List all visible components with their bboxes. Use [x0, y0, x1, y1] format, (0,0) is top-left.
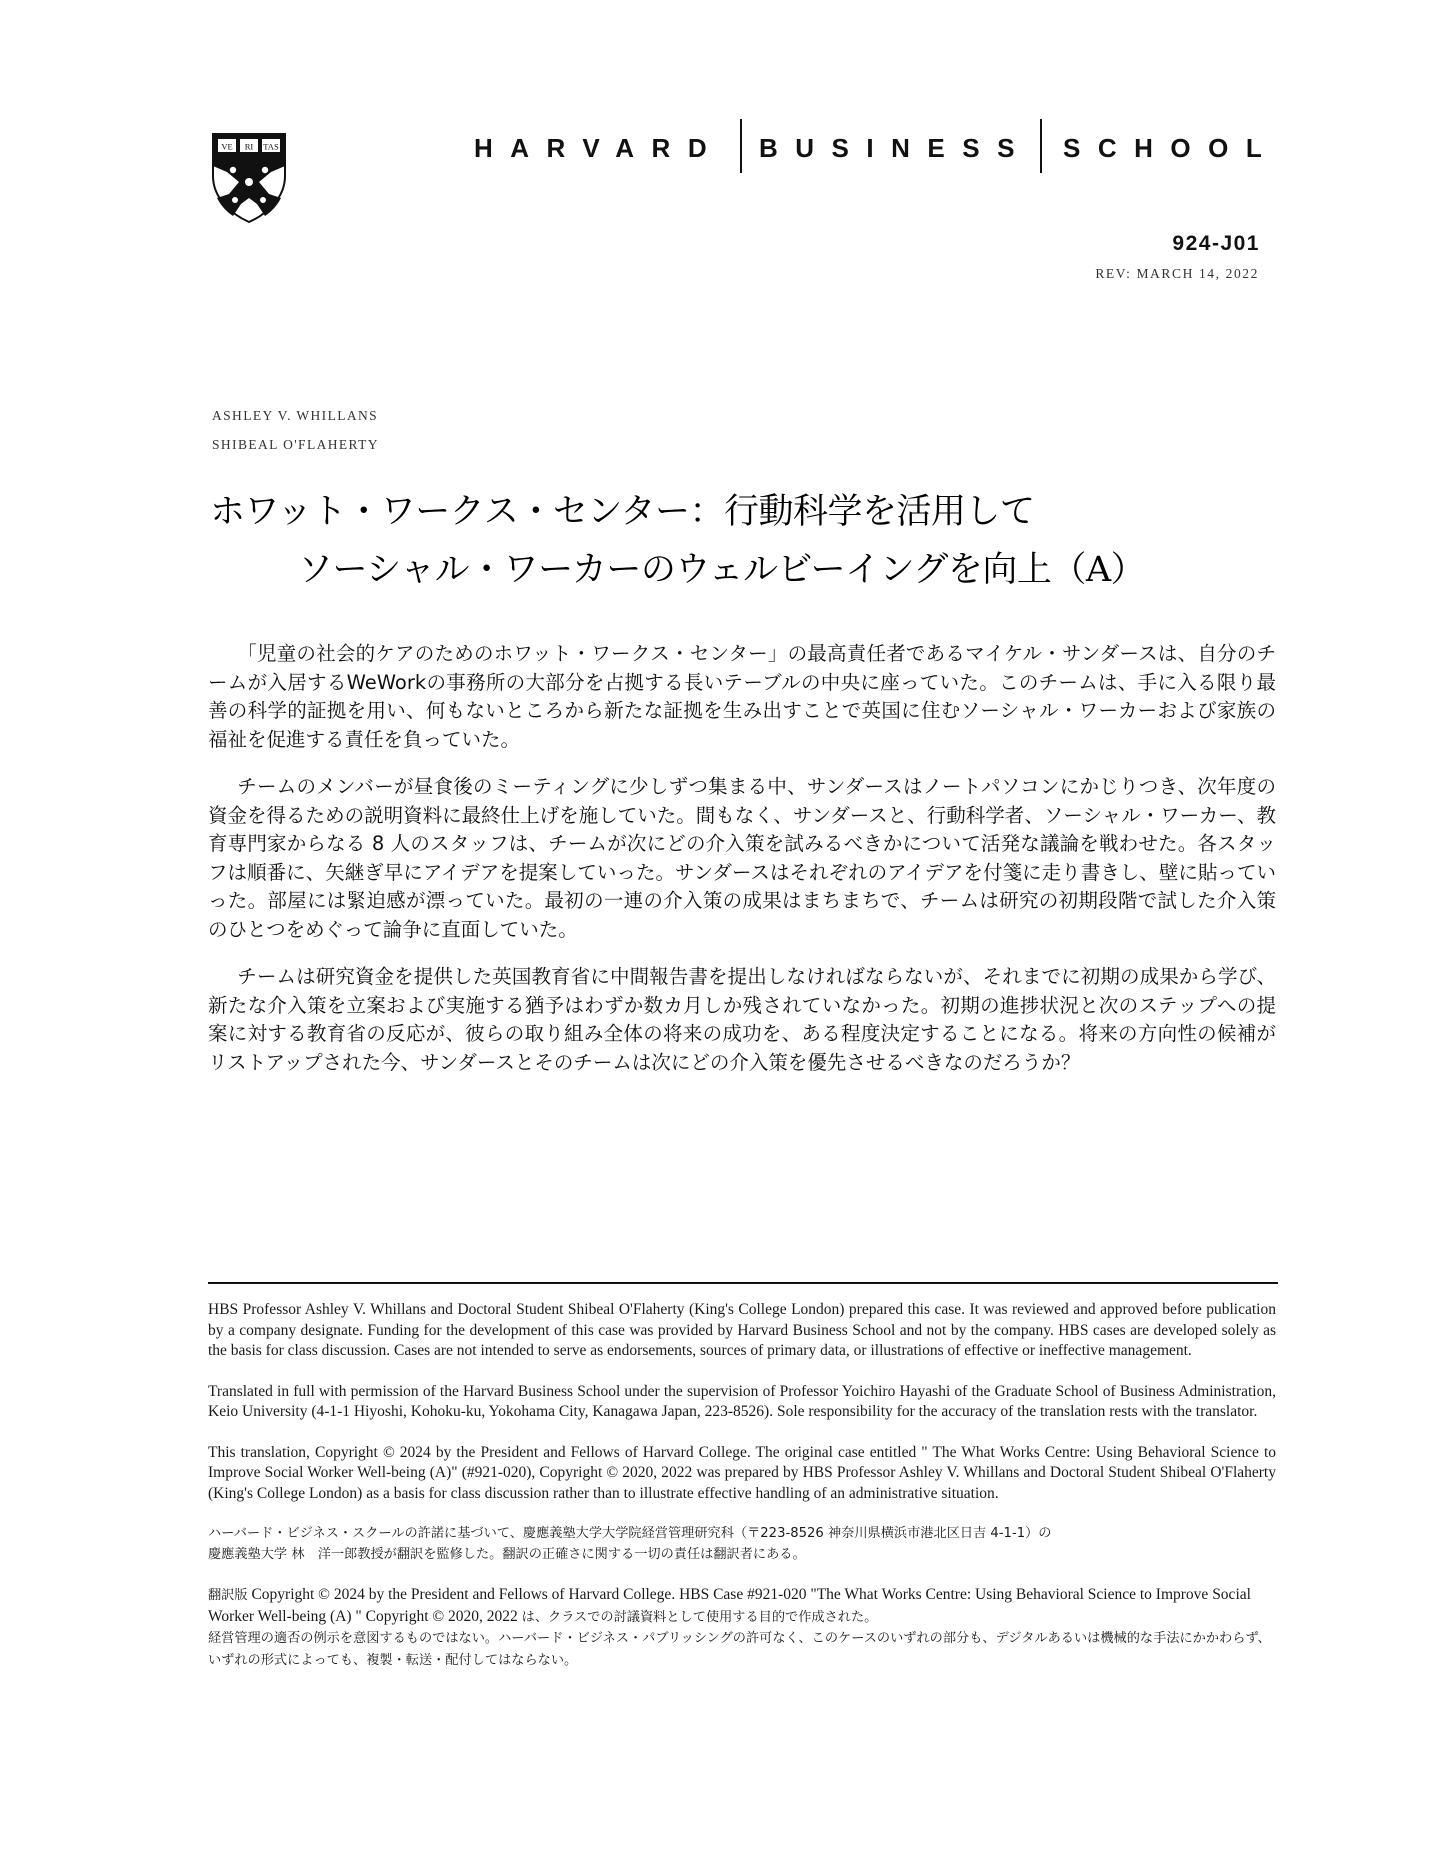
body-paragraph: 「児童の社会的ケアのためのホワット・ワークス・センター」の最高責任者であるマイケル・サンダースは、自分のチームが入居するWeWorkの事務所の大部分を占拠する長いテーブルの中央に座っていた。このチームは、手に入る限り最善の科学的証拠を用い、何もないところから新たな証拠を生み出すことで英国に住むソーシャル・ワーカーおよび家族の福祉を促進する責任を負っていた。 — [208, 642, 1276, 751]
author-name: SHIBEAL O'FLAHERTY — [212, 437, 379, 452]
shield-motto-ri: RI — [244, 141, 254, 152]
footnote-authorship: HBS Professor Ashley V. Whillans and Doctoral Student Shibeal O'Flaherty (King's College London) prepared this case. It was reviewed and approved before publication by a company designate. Funding for the development of this case was provided by Harvard Business School and not by the company. HBS cases are developed solely as the basis for class discussion. Cases are not intended to serve as endorsements, sources of primary data, or illustrations of effective or ineffective management. — [208, 1301, 1276, 1359]
footnote-jp-permission — [208, 1524, 1276, 1565]
wordmark-divider — [740, 119, 742, 173]
footnote-jp-prefix: 翻訳版 — [208, 1588, 248, 1603]
footnotes — [208, 1300, 1276, 1691]
wordmark-business: BUSINESS — [759, 133, 1032, 163]
author-name: ASHLEY V. WHILLANS — [212, 408, 379, 423]
revision-date: REV: MARCH 14, 2022 — [1095, 266, 1259, 281]
footnote-copyright: This translation, Copyright © 2024 by the President and Fellows of Harvard College. The original case entitled " The What Works Centre: Using Behavioral Science to Improve Social Worker Well-being (A)" (#921-020), Copyright © 2020, 2022 was prepared by HBS Professor Ashley V. Whillans and Doctoral Student Shibeal O'Flaherty (King's College London) as a basis for class discussion rather than to illustrate effective handling of an administrative situation. — [208, 1443, 1276, 1502]
case-number: 924-J01 — [1172, 232, 1260, 255]
footnote-translation-permission: Translated in full with permission of the Harvard Business School under the supervision of Professor Yoichiro Hayashi of the Graduate School of Business Administration, Keio University (4-1-1 Hiyoshi, Kohoku-ku, Yokohama City, Kanagawa Japan, 223-8526). Sole responsibility for the accuracy of the translation rests with the translator. — [208, 1382, 1276, 1420]
footnote-jp-line: 慶應義塾大学 林 洋一郎教授が翻訳を監修した。翻訳の正確さに関する一切の責任は翻訳者にある。 — [208, 1546, 806, 1562]
body-paragraph: チームは研究資金を提供した英国教育省に中間報告書を提出しなければならないが、それまでに初期の成果から学び、新たな介入策を立案および実施する猶予はわずか数カ月しか残されていなかった。初期の進捗状況と次のステップへの提案に対する教育省の反応が、彼らの取り組み全体の将来の成功を、ある程度決定することになる。将来の方向性の候補がリストアップされた今、サンダースとそのチームは次にどの介入策を優先させるべきなのだろうか？ — [208, 965, 1276, 1074]
footnote-jp-purpose: は、クラスでの討議資料として使用する目的で作成された。 — [521, 1609, 878, 1625]
harvard-shield-icon — [211, 132, 287, 224]
footnote-jp-copyright — [208, 1585, 1276, 1671]
footnote-en-copyright: Copyright © 2024 by the President and Fellows of Harvard College. HBS Case #921-020 "The What Works Centre: Using Behavioral Science to Improve Social Worker Well-being (A) " Copyright © 2020, 2022 — [208, 1586, 1251, 1625]
wordmark-harvard: HARVARD — [474, 133, 725, 163]
wordmark-divider — [1040, 119, 1042, 173]
shield-motto-tas: TAS — [263, 141, 279, 152]
wordmark-school: SCHOOL — [1063, 133, 1280, 163]
case-title-line-2: ソーシャル・ワーカーのウェルビーイングを向上（A） — [298, 550, 1146, 590]
footnote-jp-restriction: 経営管理の適否の例示を意図するものではない。ハーバード・ビジネス・パブリッシングの許可なく、このケースのいずれの部分も、デジタルあるいは機械的な手法にかかわらず、いずれの形式によっても、複製・転送・配付してはならない。 — [208, 1631, 1271, 1668]
shield-motto-ve: VE — [221, 141, 233, 152]
case-body — [208, 640, 1276, 1096]
footer-divider — [208, 1282, 1278, 1284]
case-title-line-1: ホワット・ワークス・センター：行動科学を活用して — [210, 492, 1035, 532]
footnote-jp-line: ハーバード・ビジネス・スクールの許諾に基づいて、慶應義塾大学大学院経営管理研究科（〒223-8526 神奈川県横浜市港北区日吉 4-1-1）の — [208, 1526, 1052, 1541]
body-paragraph: チームのメンバーが昼食後のミーティングに少しずつ集まる中、サンダースはノートパソコンにかじりつき、次年度の資金を得るための説明資料に最終仕上げを施していた。間もなく、サンダースと、行動科学者、ソーシャル・ワーカー、教育専門家からなる 8 人のスタッフは、チームが次にどの介入策を試みるべきかについて活発な議論を戦わせた。各スタッフは順番に、矢継ぎ早にアイデアを提案していった。サンダースはそれぞれのアイデアを付箋に走り書きし、壁に貼っていった。部屋には緊迫感が漂っていた。最初の一連の介入策の成果はまちまちで、チームは研究の初期段階で試した介入策のひとつをめぐって論争に直面していた。 — [208, 775, 1276, 941]
